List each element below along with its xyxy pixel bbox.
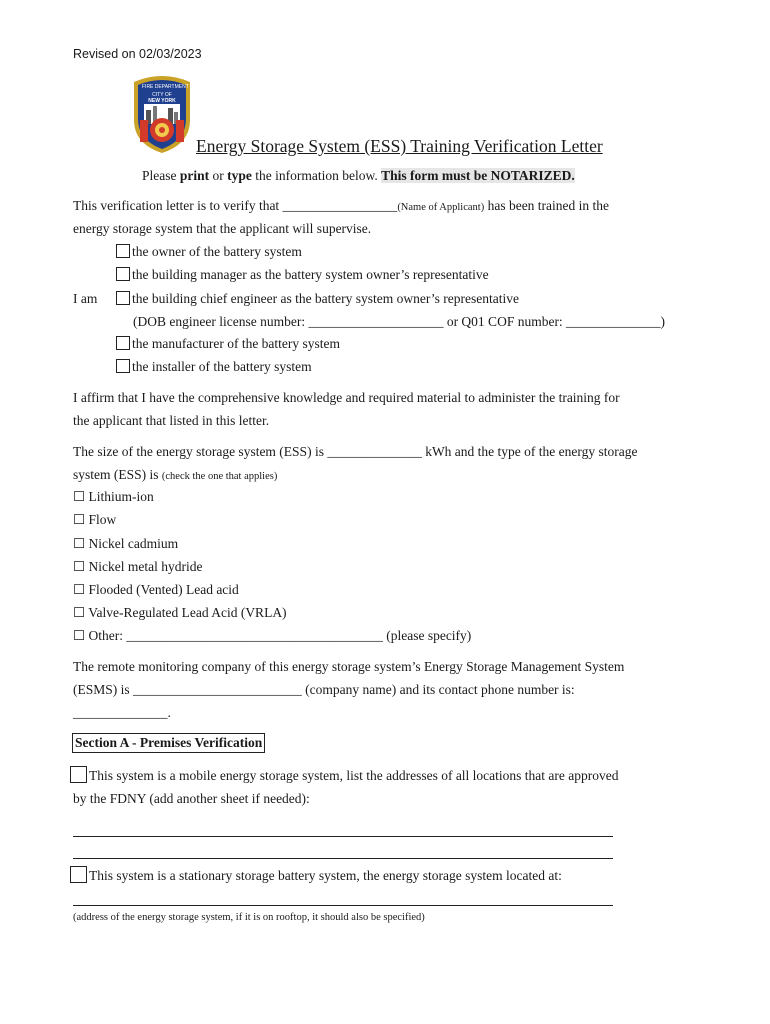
type-other[interactable]	[73, 628, 471, 644]
type-label: Nickel cadmium	[88, 536, 179, 551]
role-manufacturer-checkbox[interactable]	[116, 336, 130, 350]
role-installer-label: the installer of the battery system	[132, 359, 312, 374]
badge-top-text: FIRE DEPARTMENT	[142, 84, 189, 90]
role-manufacturer[interactable]	[116, 336, 340, 352]
remote-line-3[interactable]: ______________.	[73, 705, 171, 720]
badge-mid-text: CITY OF	[152, 92, 172, 98]
role-installer[interactable]	[116, 359, 312, 375]
role-owner[interactable]	[116, 244, 302, 260]
role-building-manager-label: the building manager as the battery system owner’s representative	[132, 267, 489, 282]
remote-line-1: The remote monitoring company of this energy storage system’s Energy Storage Management System	[73, 659, 625, 674]
type-checkbox[interactable]: ☐	[73, 489, 86, 504]
mobile-system-checkbox[interactable]	[70, 766, 87, 783]
mobile-system-option[interactable]	[70, 766, 619, 784]
verify-line-1	[73, 198, 609, 214]
instructions-text: Please	[142, 168, 180, 183]
type-nickel-cadmium[interactable]	[73, 536, 178, 552]
type-checkbox[interactable]: ☐	[73, 536, 86, 551]
type-label: Other: ______________________________________ (please specify)	[88, 628, 472, 643]
role-building-manager-checkbox[interactable]	[116, 267, 130, 281]
type-checkbox[interactable]: ☐	[73, 512, 86, 527]
verify-text: This verification letter is to verify that _________________	[73, 198, 398, 213]
badge-bottom-text: NEW YORK	[148, 98, 176, 104]
type-checkbox[interactable]: ☐	[73, 628, 86, 643]
instructions	[142, 168, 575, 184]
address-line[interactable]	[73, 905, 613, 906]
mobile-system-line-2: by the FDNY (add another sheet if needed):	[73, 791, 310, 806]
type-label: Flow	[88, 512, 117, 527]
ess-size-line[interactable]: The size of the energy storage system (ESS) is ______________ kWh and the type of the energy storage	[73, 444, 638, 459]
verify-text: has been trained in the	[484, 198, 610, 213]
ess-type-text: system (ESS) is	[73, 467, 162, 482]
role-owner-checkbox[interactable]	[116, 244, 130, 258]
instructions-type: type	[227, 168, 252, 183]
page-title: Energy Storage System (ESS) Training Verification Letter	[196, 136, 603, 156]
type-checkbox[interactable]: ☐	[73, 582, 86, 597]
dob-license-line[interactable]: (DOB engineer license number: ____________________ or Q01 COF number: ______________)	[133, 314, 666, 329]
role-installer-checkbox[interactable]	[116, 359, 130, 373]
type-label: Nickel metal hydride	[88, 559, 203, 574]
revised-date: Revised on 02/03/2023	[73, 47, 202, 61]
instructions-print: print	[179, 168, 210, 183]
ess-type-hint: (check the one that applies)	[161, 471, 278, 482]
role-chief-engineer-checkbox[interactable]	[116, 291, 130, 305]
fdny-badge-icon	[128, 74, 196, 154]
affirm-line-1: I affirm that I have the comprehensive knowledge and required material to administer the training for	[73, 390, 620, 405]
type-vrla[interactable]	[73, 605, 287, 621]
i-am-label: I am	[73, 291, 98, 306]
role-manufacturer-label: the manufacturer of the battery system	[132, 336, 341, 351]
type-label: Lithium-ion	[88, 489, 154, 504]
address-note: (address of the energy storage system, if it is on rooftop, it should also be specified)	[73, 912, 425, 923]
type-flooded-lead-acid[interactable]	[73, 582, 239, 598]
role-building-manager[interactable]	[116, 267, 489, 283]
affirm-line-2: the applicant that listed in this letter.	[73, 413, 270, 428]
type-flow[interactable]	[73, 512, 116, 528]
stationary-system-option[interactable]	[70, 866, 562, 884]
stationary-system-checkbox[interactable]	[70, 866, 87, 883]
role-owner-label: the owner of the battery system	[132, 244, 302, 259]
type-lithium-ion[interactable]	[73, 489, 154, 505]
type-nickel-metal-hydride[interactable]	[73, 559, 202, 575]
verify-line-2: energy storage system that the applicant will supervise.	[73, 221, 372, 236]
instructions-text: the information below.	[251, 168, 382, 183]
type-checkbox[interactable]: ☐	[73, 559, 86, 574]
role-chief-engineer[interactable]	[116, 291, 519, 307]
address-line[interactable]	[73, 858, 613, 859]
type-label: Valve-Regulated Lead Acid (VRLA)	[88, 605, 287, 620]
remote-line-2[interactable]: (ESMS) is _________________________ (company name) and its contact phone number is:	[73, 682, 575, 697]
stationary-system-label: This system is a stationary storage battery system, the energy storage system located at:	[89, 868, 562, 883]
ess-type-line	[73, 467, 277, 483]
address-line[interactable]	[73, 836, 613, 837]
applicant-name-label: (Name of Applicant)	[397, 202, 485, 213]
role-chief-engineer-label: the building chief engineer as the battery system owner’s representative	[132, 291, 519, 306]
section-a-heading: Section A - Premises Verification	[72, 733, 265, 753]
type-label: Flooded (Vented) Lead acid	[88, 582, 239, 597]
type-checkbox[interactable]: ☐	[73, 605, 86, 620]
mobile-system-label: This system is a mobile energy storage system, list the addresses of all locations that are approved	[89, 768, 619, 783]
notarized-notice: This form must be NOTARIZED.	[381, 168, 575, 183]
instructions-text: or	[209, 168, 228, 183]
